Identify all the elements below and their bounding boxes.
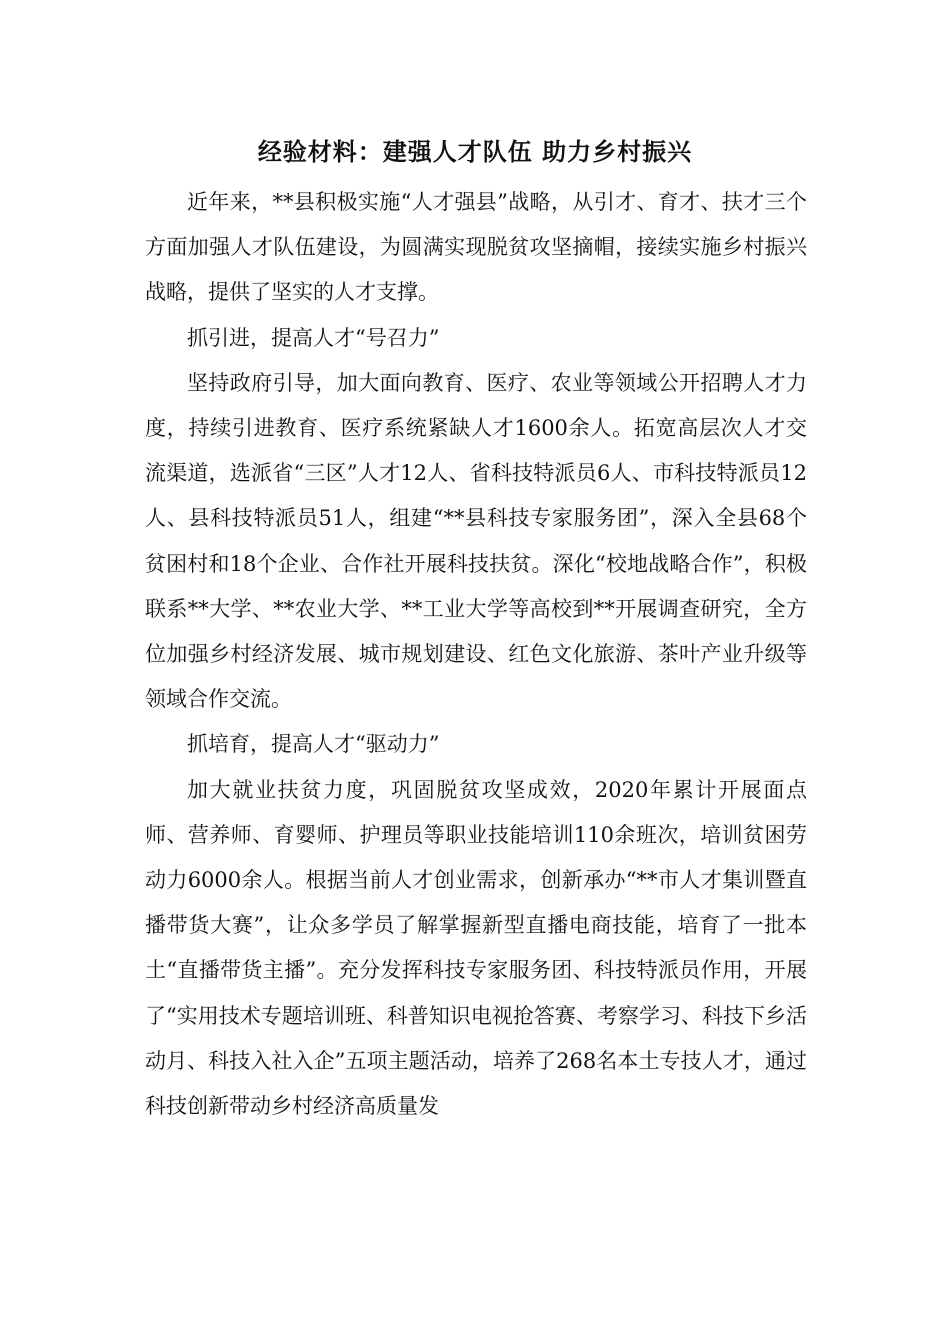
- document-body: [145, 180, 807, 1129]
- paragraph-recruit: 坚持政府引导，加大面向教育、医疗、农业等领域公开招聘人才力度，持续引进教育、医疗系统紧缺人才1600余人。拓宽高层次人才交流渠道，选派省“三区”人才12人、省科技特派员6人、市科技特派员12人、县科技特派员51人，组建“**县科技专家服务团”，深入全县68个贫困村和18个企业、合作社开展科技扶贫。深化“校地战略合作”，积极联系**大学、**农业大学、**工业大学等高校到**开展调查研究，全方位加强乡村经济发展、城市规划建设、红色文化旅游、茶叶产业升级等领域合作交流。: [145, 370, 807, 712]
- paragraph-intro: 近年来，**县积极实施“人才强县”战略，从引才、育才、扶才三个方面加强人才队伍建设，为圆满实现脱贫攻坚摘帽，接续实施乡村振兴战略，提供了坚实的人才支撑。: [145, 190, 807, 305]
- document-title: 经验材料：建强人才队伍 助力乡村振兴: [257, 137, 693, 166]
- section-heading-cultivate: 抓培育，提高人才“驱动力”: [187, 732, 440, 757]
- paragraph-cultivate: 加大就业扶贫力度，巩固脱贫攻坚成效，2020年累计开展面点师、营养师、育婴师、护理员等职业技能培训110余班次，培训贫困劳动力6000余人。根据当前人才创业需求，创新承办“**市人才集训暨直播带货大赛”，让众多学员了解掌握新型直播电商技能，培育了一批本土“直播带货主播”。充分发挥科技专家服务团、科技特派员作用，开展了“实用技术专题培训班、科普知识电视抢答赛、考察学习、科技下乡活动月、科技入社入企”五项主题活动，培养了268名本土专技人才，通过科技创新带动乡村经济高质量发: [145, 777, 807, 1119]
- section-heading-recruit: 抓引进，提高人才“号召力”: [187, 325, 440, 350]
